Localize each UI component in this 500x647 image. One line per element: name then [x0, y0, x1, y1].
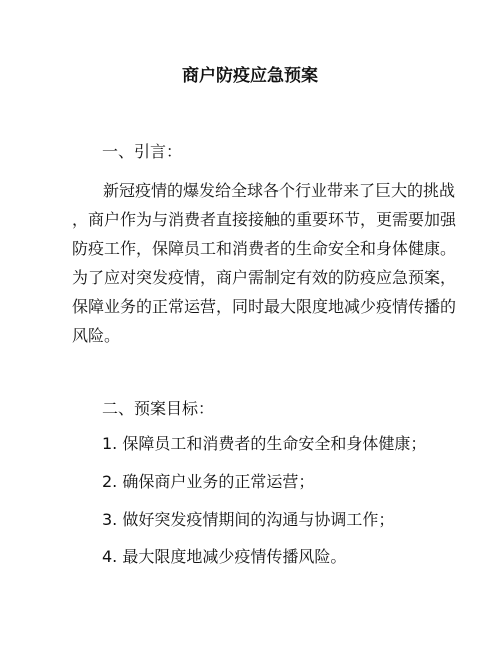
goal-list-item: 3. 做好突发疫情期间的沟通与协调工作； — [102, 510, 395, 529]
goal-list-item: 1. 保障员工和消费者的生命安全和身体健康； — [102, 434, 427, 453]
introduction-line: 为了应对突发疫情，商户需制定有效的防疫应急预案， — [72, 268, 457, 287]
introduction-line: 新冠疫情的爆发给全球各个行业带来了巨大的挑战 — [103, 181, 456, 200]
introduction-line: ，商户作为与消费者直接接触的重要环节，更需要加强 — [72, 210, 457, 229]
section-heading-introduction: 一、引言： — [102, 142, 183, 161]
introduction-line: 风险。 — [72, 326, 121, 345]
goal-list-item: 2. 确保商户业务的正常运营； — [102, 472, 315, 491]
section-heading-plan-goals: 二、预案目标： — [102, 399, 215, 418]
document-title: 商户防疫应急预案 — [182, 66, 318, 86]
goal-list-item: 4. 最大限度地减少疫情传播风险。 — [102, 547, 347, 566]
introduction-paragraph — [72, 176, 457, 350]
introduction-line: 保障业务的正常运营，同时最大限度地减少疫情传播的 — [72, 297, 457, 316]
introduction-line: 防疫工作，保障员工和消费者的生命安全和身体健康。 — [72, 239, 457, 258]
